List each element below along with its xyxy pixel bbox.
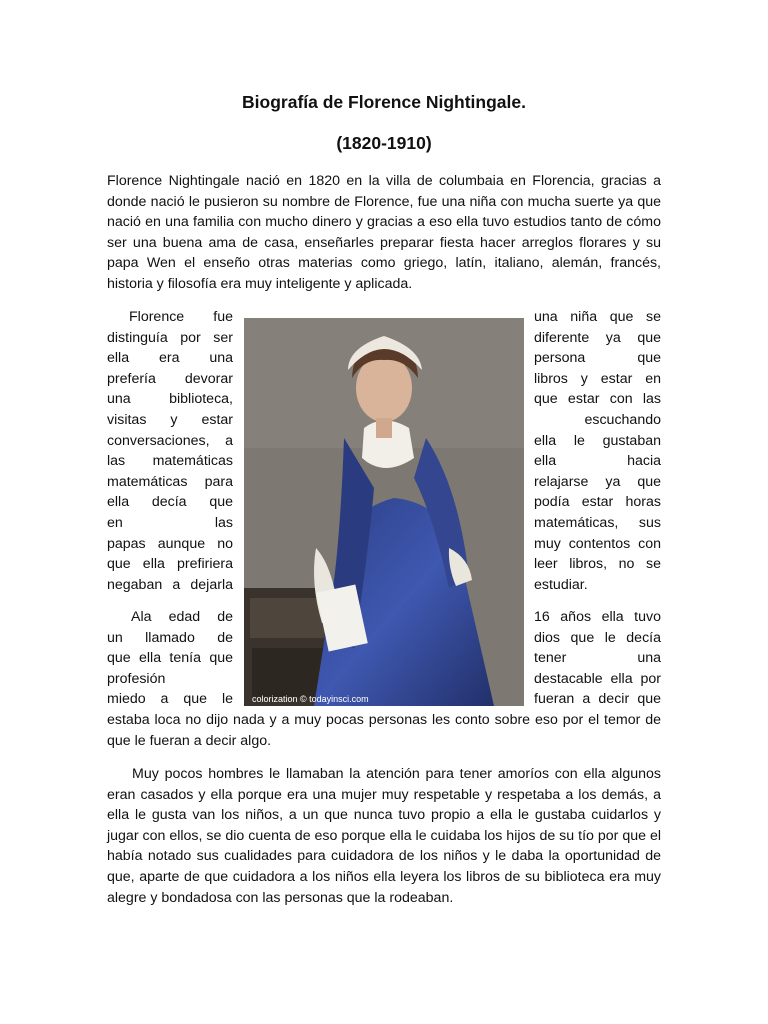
paragraph-3-right-column	[534, 607, 661, 710]
text-line: que estar con las	[534, 391, 661, 408]
text-line: un llamado de	[107, 629, 233, 646]
text-line: ella decía que	[107, 494, 233, 511]
paragraph-2-left-column	[107, 307, 233, 595]
text-line: Florence fue	[129, 309, 233, 325]
text-line: persona que	[534, 350, 661, 367]
paragraph-2-right-column	[534, 307, 661, 595]
text-line: miedo a que le	[107, 691, 233, 708]
text-line: dios que le decía	[534, 629, 661, 646]
text-line: diferente ya que	[534, 329, 661, 346]
text-line: conversaciones, a	[107, 432, 233, 449]
text-line: ella le gustaban	[534, 432, 661, 449]
text-line: visitas y estar	[107, 411, 233, 428]
text-line: escuchando	[584, 411, 661, 428]
text-line: libros y estar en	[534, 370, 661, 387]
text-line: una niña que se	[534, 309, 661, 325]
text-line: ella era una	[107, 350, 233, 367]
text-line: Ala edad de	[131, 609, 233, 625]
text-line: prefería devorar	[107, 370, 233, 387]
portrait-illustration	[244, 318, 524, 706]
text-line: profesión	[107, 670, 166, 687]
text-line: matemáticas, sus	[534, 514, 661, 531]
text-line: papas aunque no	[107, 535, 233, 552]
text-line: destacable ella por	[534, 670, 661, 687]
text-line: en las	[107, 514, 233, 531]
text-line: que ella tenía que	[107, 650, 233, 667]
florence-nightingale-portrait	[244, 318, 524, 706]
text-line: matemáticas para	[107, 473, 233, 490]
text-line: tener una	[534, 650, 661, 667]
text-line: una biblioteca,	[107, 391, 233, 408]
text-line: estudiar.	[534, 576, 588, 593]
text-line: ella hacia	[534, 453, 661, 470]
text-line: las matemáticas	[107, 453, 233, 470]
paragraph-3-left-column	[107, 607, 233, 710]
text-line: leer libros, no se	[534, 556, 661, 573]
text-line: muy contentos con	[534, 535, 661, 552]
document-years: (1820-1910)	[336, 133, 432, 153]
text-line: negaban a dejarla	[107, 576, 233, 593]
text-line: distinguía por ser	[107, 329, 233, 346]
paragraph-1: Florence Nightingale nació en 1820 en la villa de columbaia en Florencia, gracias a donde nació le pusieron su nombre de Florence, fue una niña con mucha suerte ya que nació en una familia con mucho dinero y gracias a eso ella tuvo estudios tanto de cómo ser una buena ama de casa, enseñarles preparar fiesta hacer arreglos florares y su papa Wen el enseño otras materias como griego, latín, italiano, alemán, francés, historia y filosofía era muy inteligente y aplicada.	[107, 173, 661, 292]
text-line: podía estar horas	[534, 494, 661, 511]
paragraph-3-tail: estaba loca no dijo nada y a muy pocas personas les conto sobre eso por el temor de que le fueran a decir algo.	[107, 712, 661, 749]
text-line: 16 años ella tuvo	[534, 609, 661, 625]
document-title: Biografía de Florence Nightingale.	[242, 92, 526, 112]
paragraph-4: Muy pocos hombres le llamaban la atención para tener amoríos con ella algunos eran casados y ella porque era una mujer muy respetable y respetaba a los demás, a ella le gusta van los niños, a un que nunca tuvo propio a ella le gustaba cuidarlos y jugar con ellos, se dio cuenta de eso porque ella le cuidaba los hijos de su tío por que el había notado sus cualidades para cuidadora de los niños y le daba la oportunidad de que, aparte de que cuidadora a los niños ella leyera los libros de su biblioteca era muy alegre y bondadosa con las personas que la rodeaban.	[107, 766, 661, 906]
text-line: relajarse ya que	[534, 473, 661, 490]
text-line: fueran a decir que	[534, 691, 661, 708]
text-line: que ella prefiriera	[107, 556, 233, 573]
photo-caption: colorization © todayinsci.com	[252, 694, 369, 704]
